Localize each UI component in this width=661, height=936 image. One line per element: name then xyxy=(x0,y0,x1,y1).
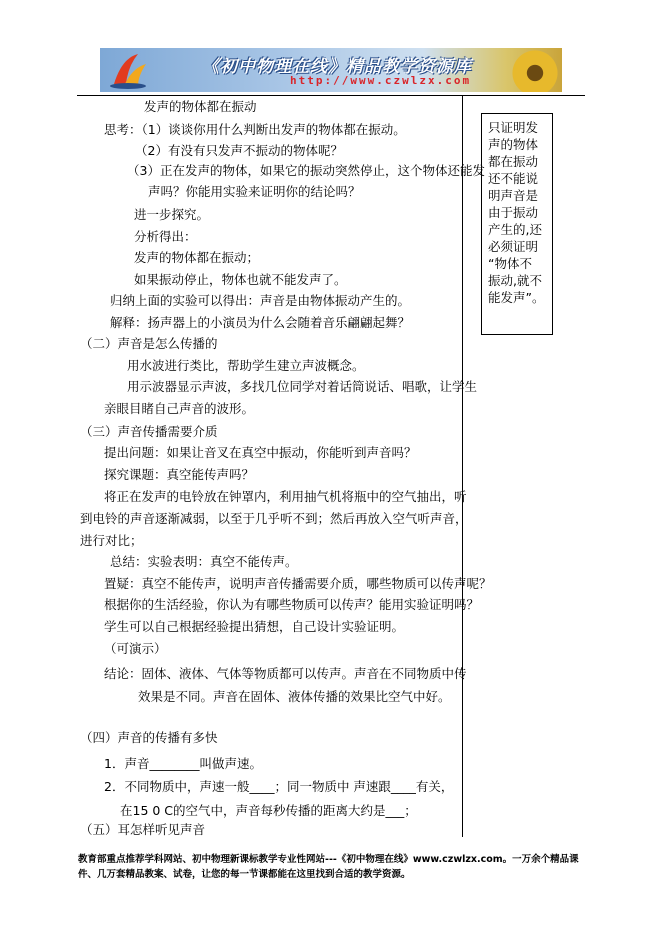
body-line: 发声的物体都在振动 xyxy=(144,99,257,114)
side-note-box xyxy=(481,113,553,335)
body-line: 根据你的生活经验，你认为有哪些物质可以传声？能用实验证明吗？ xyxy=(104,597,480,612)
side-note-line: 必须证明 xyxy=(488,239,539,254)
body-line: （五）耳怎样听见声音 xyxy=(80,822,206,837)
body-line: 将正在发声的电铃放在钟罩内，利用抽气机将瓶中的空气抽出，听 xyxy=(104,489,467,504)
header-rule xyxy=(77,95,585,96)
side-note-text xyxy=(488,119,546,306)
body-line: 声吗？你能用实验来证明你的结论吗？ xyxy=(148,184,361,199)
body-line: 提出问题：如果让音叉在真空中振动，你能听到声音吗？ xyxy=(104,445,417,460)
body-line: 置疑：真空不能传声，说明声音传播需要介质，哪些物质可以传声呢？ xyxy=(104,576,492,591)
side-note-line: 声的物体 xyxy=(488,137,539,152)
body-line: 进一步探究。 xyxy=(134,207,210,222)
body-line: 2．不同物质中，声速一般____；同一物质中 声速跟____有关， xyxy=(104,779,454,794)
side-note-line: 由于振动 xyxy=(488,205,539,220)
body-line: 总结：实验表明：真空不能传声。 xyxy=(110,554,298,569)
body-line: （二）声音是怎么传播的 xyxy=(80,336,218,351)
side-note-line: 还不能说 xyxy=(488,171,539,186)
body-line: 思考：（1）谈谈你用什么判断出发声的物体都在振动。 xyxy=(104,122,406,137)
body-line: （三）声音传播需要介质 xyxy=(80,424,218,439)
site-logo-icon xyxy=(108,50,148,90)
header-banner xyxy=(100,48,562,92)
body-line: （可演示） xyxy=(104,641,167,656)
body-line: 用水波进行类比，帮助学生建立声波概念。 xyxy=(127,358,365,373)
body-line: 解释：扬声器上的小演员为什么会随着音乐翩翩起舞？ xyxy=(110,315,411,330)
body-line: 学生可以自己根据经验提出猜想，自己设计实验证明。 xyxy=(104,619,405,634)
body-line: 探究课题：真空能传声吗？ xyxy=(104,467,255,482)
site-url[interactable]: http://www.czwlzx.com xyxy=(290,74,472,87)
body-line: 归纳上面的实验可以得出：声音是由物体振动产生的。 xyxy=(110,293,411,308)
body-line: （3）正在发声的物体，如果它的振动突然停止，这个物体还能发 xyxy=(127,163,485,178)
body-line: 亲眼目睹自己声音的波形。 xyxy=(104,401,255,416)
body-line: 在15 0 C的空气中，声音每秒传播的距离大约是___； xyxy=(120,803,417,818)
side-note-line: 都在振动 xyxy=(488,154,539,169)
side-note-line: “物体不 xyxy=(488,256,532,271)
body-line: 用示波器显示声波，多找几位同学对着话筒说话、唱歌，让学生 xyxy=(127,379,478,394)
side-note-line: 明声音是 xyxy=(488,188,539,203)
side-note-line: 产生的,还 xyxy=(488,222,542,237)
column-divider xyxy=(462,95,463,837)
body-line: （四）声音的传播有多快 xyxy=(80,730,218,745)
body-line: 进行对比； xyxy=(80,533,143,548)
side-note-line: 能发声”。 xyxy=(488,290,545,305)
footer-line-2: 件、几万套精品教案、试卷，让您的每一节课都能在这里找到合适的教学资源。 xyxy=(78,869,411,880)
side-note-line: 只证明发 xyxy=(488,120,539,135)
body-line: 发声的物体都在振动； xyxy=(134,250,260,265)
site-title: 《初中物理在线》精品教学资源库 xyxy=(202,57,472,77)
side-note-line: 振动,就不 xyxy=(488,273,542,288)
body-line: 分析得出： xyxy=(134,229,197,244)
sunflower-decoration-icon xyxy=(500,48,562,92)
body-line: 1．声音________叫做声速。 xyxy=(104,756,262,771)
body-line: 到电铃的声音逐渐减弱，以至于几乎听不到；然后再放入空气听声音， xyxy=(80,511,468,526)
body-line: 效果是不同。声音在固体、液体传播的效果比空气中好。 xyxy=(138,689,451,704)
body-line: 结论：固体、液体、气体等物质都可以传声。声音在不同物质中传 xyxy=(104,666,467,681)
footer-line-1: 教育部重点推荐学科网站、初中物理新课标教学专业性网站---《初中物理在线》www.czwlzx.com。一万余个精品课 xyxy=(78,854,579,865)
body-line: 如果振动停止，物体也就不能发声了。 xyxy=(134,272,347,287)
body-line: （2）有没有只发声不振动的物体呢？ xyxy=(135,143,343,158)
